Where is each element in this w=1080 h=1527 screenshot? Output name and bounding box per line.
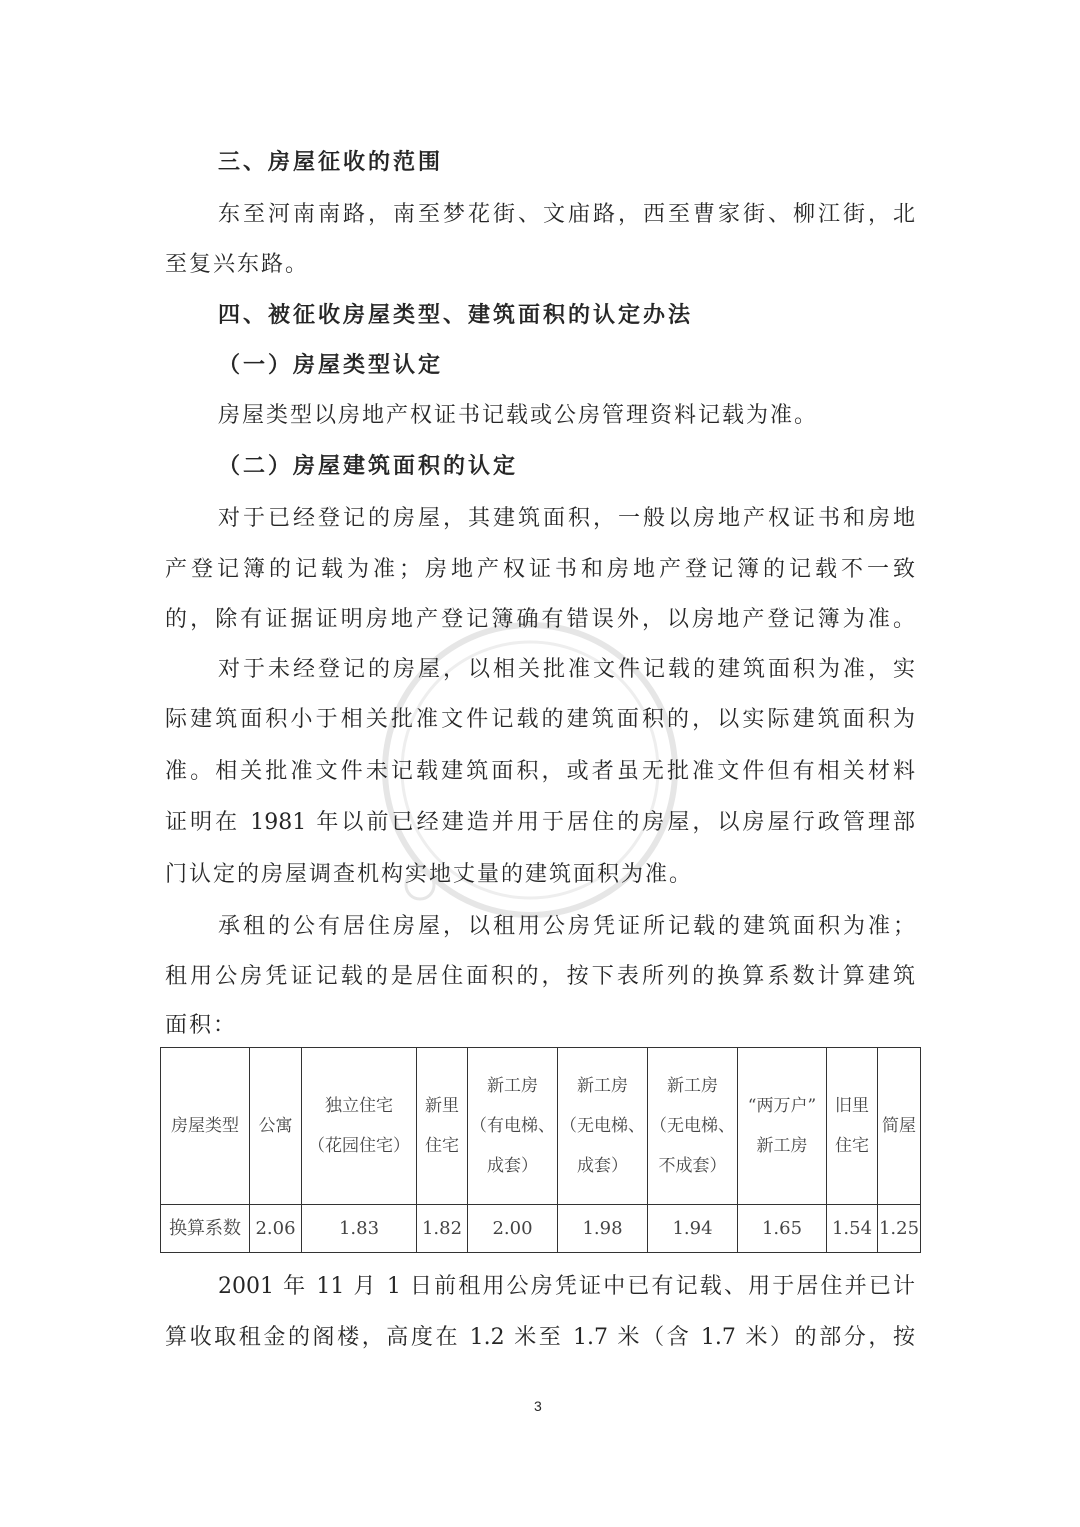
table-cell-coefficient: 1.82 xyxy=(417,1205,468,1253)
paragraph-line: 至复兴东路。 xyxy=(165,252,310,277)
paragraph-line: 对于未经登记的房屋，以相关批准文件记载的建筑面积为准，实 xyxy=(218,657,915,682)
table-cell-coefficient: 1.25 xyxy=(878,1205,921,1253)
paragraph-line: 证明在 1981 年以前已经建造并用于居住的房屋，以房屋行政管理部 xyxy=(165,810,915,835)
table-header-cell xyxy=(648,1048,738,1205)
paragraph-line: 2001 年 11 月 1 日前租用公房凭证中已有记载、用于居住并已计 xyxy=(218,1274,915,1299)
table-cell-coefficient: 2.06 xyxy=(250,1205,302,1253)
table-row-label: 换算系数 xyxy=(161,1205,250,1253)
paragraph-line: 对于已经登记的房屋，其建筑面积，一般以房地产权证书和房地 xyxy=(218,506,915,531)
paragraph-line: 门认定的房屋调查机构实地丈量的建筑面积为准。 xyxy=(165,862,694,887)
table-header-label: 房屋类型 xyxy=(161,1048,250,1205)
header-cell-line: （花园住宅） xyxy=(308,1136,410,1156)
paragraph-line: 的，除有证据证明房地产登记簿确有错误外，以房地产登记簿为准。 xyxy=(165,607,915,632)
table-cell-coefficient: 1.94 xyxy=(648,1205,738,1253)
header-cell-line: 新工房 xyxy=(756,1136,808,1156)
header-cell-line: 新工房 xyxy=(577,1076,628,1096)
header-cell-line: （无电梯、 xyxy=(560,1116,645,1136)
table-header-cell xyxy=(558,1048,648,1205)
table-header-cell xyxy=(878,1048,921,1205)
table-cell-coefficient: 1.98 xyxy=(558,1205,648,1253)
paragraph-line: 准。相关批准文件未记载建筑面积，或者虽无批准文件但有相关材料 xyxy=(165,759,915,784)
header-cell-line: 成套） xyxy=(577,1156,628,1176)
table-header-row xyxy=(161,1048,921,1205)
subheading-area: （二）房屋建筑面积的认定 xyxy=(218,454,519,479)
table-header-cell xyxy=(738,1048,827,1205)
header-cell-line: 新工房 xyxy=(667,1076,718,1096)
header-cell-line: 不成套） xyxy=(658,1156,727,1176)
header-cell-line: 公寓 xyxy=(258,1116,293,1136)
paragraph-line: 房屋类型以房地产权证书记载或公房管理资料记载为准。 xyxy=(218,403,819,428)
table-header-cell xyxy=(827,1048,878,1205)
paragraph-line: 承租的公有居住房屋，以租用公房凭证所记载的建筑面积为准； xyxy=(218,914,915,939)
table-header-cell xyxy=(468,1048,558,1205)
header-cell-line: 新里 xyxy=(425,1096,459,1116)
table-cell-coefficient: 1.54 xyxy=(827,1205,878,1253)
paragraph-line: 租用公房凭证记载的是居住面积的，按下表所列的换算系数计算建筑 xyxy=(165,964,915,989)
header-cell-line: 独立住宅 xyxy=(325,1096,393,1116)
paragraph-line: 东至河南南路，南至梦花街、文庙路，西至曹家街、柳江街，北 xyxy=(218,202,915,227)
paragraph-line: 产登记簿的记载为准；房地产权证书和房地产登记簿的记载不一致 xyxy=(165,557,915,582)
table-header-cell xyxy=(417,1048,468,1205)
table-row xyxy=(161,1205,921,1253)
heading-method: 四、被征收房屋类型、建筑面积的认定办法 xyxy=(218,303,694,328)
header-cell-line: 新工房 xyxy=(487,1076,538,1096)
header-cell-line: 旧里 xyxy=(835,1096,869,1116)
page-number: 3 xyxy=(534,1398,542,1414)
heading-scope: 三、房屋征收的范围 xyxy=(218,150,444,175)
header-cell-line: （有电梯、 xyxy=(470,1116,555,1136)
table-header-cell xyxy=(302,1048,417,1205)
header-cell-line: 住宅 xyxy=(835,1136,869,1156)
paragraph-line: 际建筑面积小于相关批准文件记载的建筑面积的，以实际建筑面积为 xyxy=(165,707,915,732)
table-cell-coefficient: 2.00 xyxy=(468,1205,558,1253)
subheading-type: （一）房屋类型认定 xyxy=(218,353,444,378)
paragraph-line: 算收取租金的阁楼，高度在 1.2 米至 1.7 米（含 1.7 米）的部分，按 xyxy=(165,1325,915,1350)
table-cell-coefficient: 1.83 xyxy=(302,1205,417,1253)
header-cell-line: 成套） xyxy=(487,1156,538,1176)
conversion-coefficient-table xyxy=(160,1047,921,1253)
paragraph-line: 面积： xyxy=(165,1013,238,1038)
header-cell-line: 简屋 xyxy=(882,1116,916,1136)
table-header-cell xyxy=(250,1048,302,1205)
header-cell-line: （无电梯、 xyxy=(650,1116,735,1136)
header-cell-line: 住宅 xyxy=(425,1136,459,1156)
header-cell-line: “两万户” xyxy=(747,1096,817,1116)
table-cell-coefficient: 1.65 xyxy=(738,1205,827,1253)
